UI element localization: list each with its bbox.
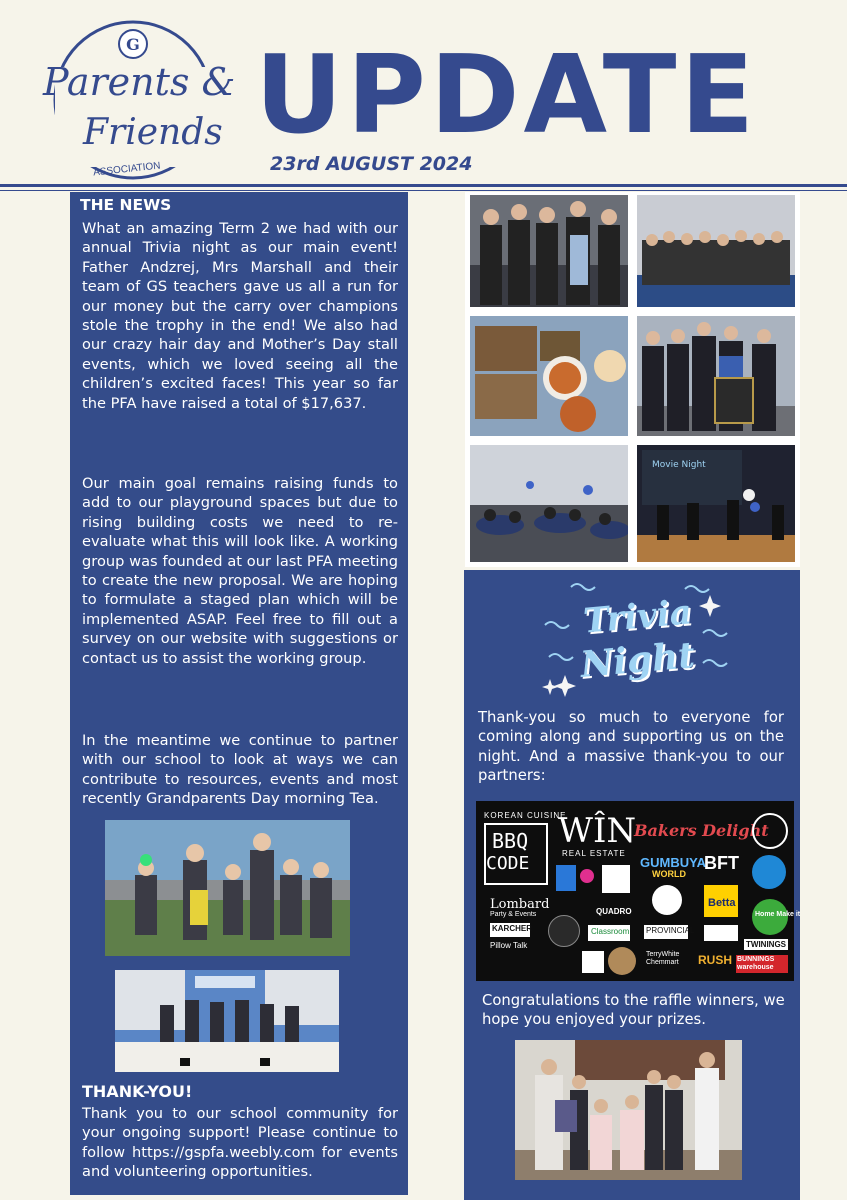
sponsor-world: WORLD <box>652 869 686 879</box>
svg-text:Movie Night: Movie Night <box>652 460 706 470</box>
news-paragraph-3: In the meantime we continue to partner with our school to look at ways we can contribute to resources, events and most recently Grandparents Day morning Tea. <box>82 732 398 808</box>
trivia-photo-food <box>470 316 628 436</box>
news-heading: THE NEWS <box>80 196 172 214</box>
sponsor-bunnings: BUNNINGS warehouse <box>737 956 775 971</box>
raffle-text: Congratulations to the raffle winners, we hope you enjoyed your prizes. <box>482 992 785 1029</box>
logo-text-friends: Friends <box>83 112 223 153</box>
sponsor-bakers-delight: Bakers Delight <box>634 821 769 840</box>
sponsor-korean-cuisine: KOREAN CUISINE <box>484 811 567 820</box>
sponsor-pillow-talk: Pillow Talk <box>490 941 528 950</box>
sponsor-terrywhite: TerryWhite Chemmart <box>646 951 680 966</box>
thank-you-body: Thank you to our school community for your ongoing support! Please continue to follow https://gspfa.weebly.com for events and volunteering opportunities. <box>82 1105 398 1181</box>
trivia-photo-stage <box>637 445 795 562</box>
sponsor-pink-icon <box>580 869 594 883</box>
header-divider <box>0 184 847 187</box>
sponsor-karcher: KARCHER <box>492 924 532 933</box>
sponsor-lombard: Lombard <box>490 897 550 912</box>
sponsor-square-icon <box>582 951 604 973</box>
issue-date: 23rd AUGUST 2024 <box>270 153 473 175</box>
svg-text:G: G <box>126 35 140 54</box>
trivia-photo-winners <box>637 316 795 436</box>
sponsor-kmart-box <box>704 925 738 941</box>
raffle-winners-photo <box>515 1040 742 1180</box>
sponsor-badge-icon <box>752 813 788 849</box>
logo-text-association: ASSOCIATION <box>92 160 161 179</box>
sponsor-home: Home Make it <box>755 911 801 918</box>
pfa-logo <box>35 12 236 182</box>
header-divider-thin <box>0 190 847 191</box>
trivia-night-logo <box>535 575 740 705</box>
sponsor-quadro: QUADRO <box>596 907 632 916</box>
sponsor-x-icon <box>548 915 580 947</box>
logo-text-parents: Parents & <box>43 60 236 104</box>
morning-tea-photo <box>115 970 339 1072</box>
sponsor-round-icon <box>608 947 636 975</box>
trivia-photo-hall <box>470 445 628 562</box>
sponsor-lombard-sub: Party & Events <box>490 911 537 918</box>
sponsors-logo-panel <box>476 801 801 981</box>
sponsor-twinings: TWININGS <box>746 940 786 949</box>
sponsor-win: WÎN <box>558 811 637 851</box>
page-title: UPDATE <box>255 33 759 158</box>
sponsor-provincial: PROVINCIAL <box>646 926 695 935</box>
sponsor-swim-icon <box>752 855 786 889</box>
trivia-photo-group <box>637 195 795 307</box>
sponsor-rush: RUSH <box>698 953 733 967</box>
trivia-logo-line2: Night <box>578 634 697 686</box>
thank-you-heading: THANK-YOU! <box>82 1082 193 1101</box>
news-paragraph-2: Our main goal remains raising funds to add to our playground spaces but due to rising building costs we need to re-evaluate what this will look like. A working group was founded at our last PFA meeting to create the new proposal. We are hoping to formulate a staged plan which will be implemented ASAP. Feel free to fill out a survey on our website with suggestions or contact us to assist the working group. <box>82 475 398 667</box>
sponsor-bft: BFT <box>704 853 739 873</box>
news-paragraph-1: What an amazing Term 2 we had with our annual Trivia night as our main event! Father Andzrej, Mrs Marshall and their team of GS teachers gave us all a run for our money but the carry over champions stole the trophy in the end! We also had our crazy hair day and Mother’s Day stall events, which we loved seeing all the children’s excited faces! This year so far the PFA have raised a total of $17,637. <box>82 220 398 412</box>
sponsor-code: CODE <box>486 853 530 874</box>
trivia-thanks-text: Thank-you so much to everyone for coming along and supporting us on the night. And a massive thank-you to our partners: <box>478 709 784 785</box>
sponsor-k-icon <box>652 885 682 915</box>
trivia-logo-line1: Trivia <box>581 592 694 642</box>
grandparents-day-photo <box>105 820 350 956</box>
sponsor-real-estate: REAL ESTATE <box>562 849 626 858</box>
sponsor-gumbuya: GUMBUYA <box>640 855 706 870</box>
sponsor-bbq: BBQ <box>492 829 529 853</box>
trivia-photo-team <box>470 195 628 307</box>
sponsor-white-logo-icon <box>602 865 630 893</box>
sponsor-betta: Betta <box>708 897 736 909</box>
sponsor-luna-park-icon <box>556 865 576 891</box>
sponsor-classroom: Classroom <box>591 927 630 936</box>
